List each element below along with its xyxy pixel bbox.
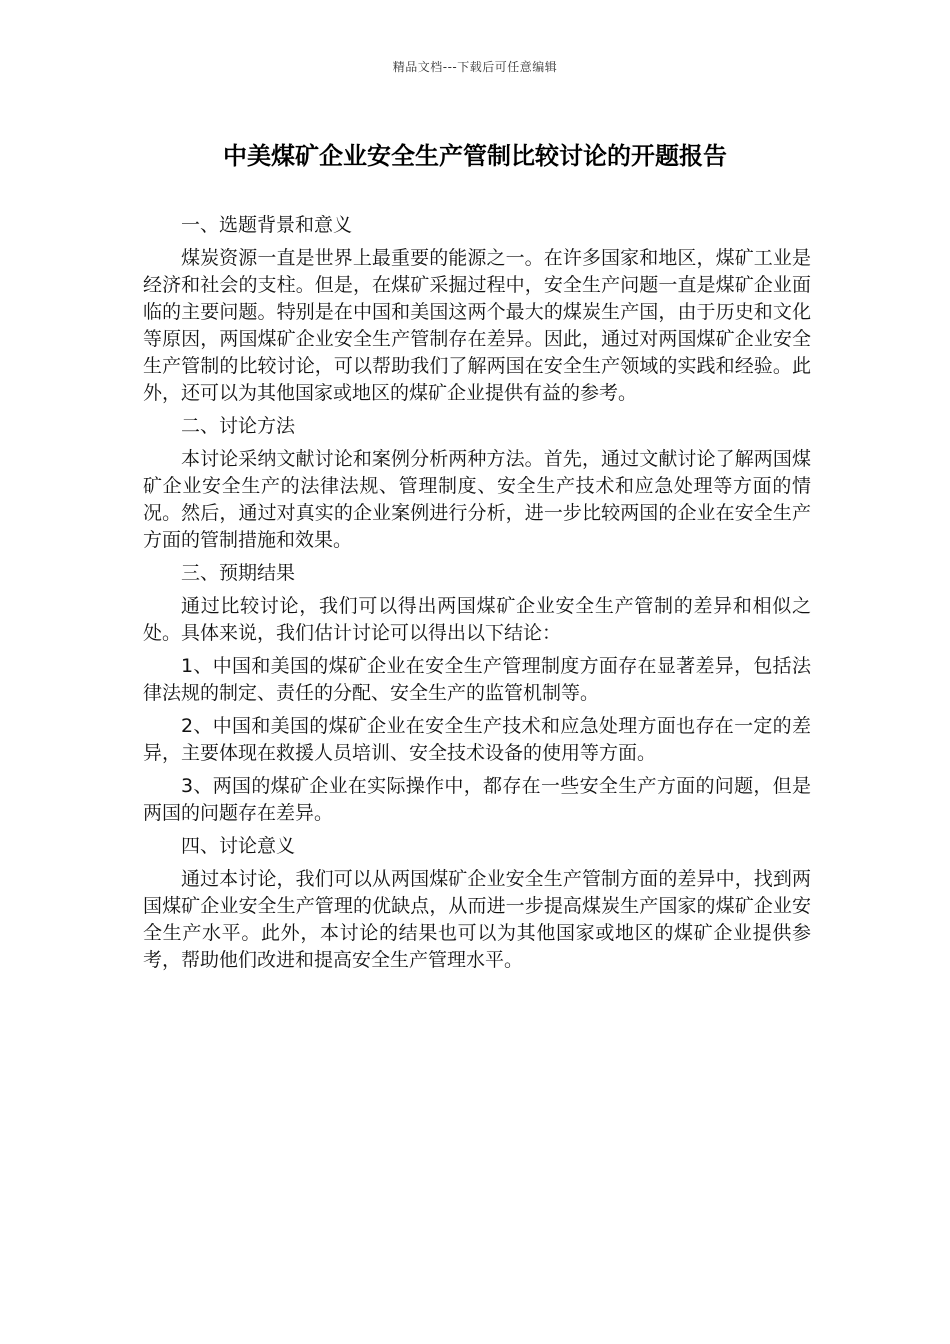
paragraph-expected-intro: 通过比较讨论，我们可以得出两国煤矿企业安全生产管制的差异和相似之处。具体来说，我们估计讨论可以得出以下结论： — [143, 595, 811, 644]
paragraph-method: 本讨论采纳文献讨论和案例分析两种方法。首先，通过文献讨论了解两国煤矿企业安全生产的法律法规、管理制度、安全生产技术和应急处理等方面的情况。然后，通过对真实的企业案例进行分析，进一步比较两国的企业在安全生产方面的管制措施和效果。 — [143, 448, 811, 551]
paragraph-significance: 通过本讨论，我们可以从两国煤矿企业安全生产管制方面的差异中，找到两国煤矿企业安全生产管理的优缺点，从而进一步提高煤炭生产国家的煤矿企业安全生产水平。此外，本讨论的结果也可以为其他国家或地区的煤矿企业提供参考，帮助他们改进和提高安全生产管理水平。 — [143, 868, 811, 971]
document-body — [143, 212, 811, 980]
list-item-conclusion-2: 2、中国和美国的煤矿企业在安全生产技术和应急处理方面也存在一定的差异，主要体现在救援人员培训、安全技术设备的使用等方面。 — [143, 715, 811, 764]
paragraph-background: 煤炭资源一直是世界上最重要的能源之一。在许多国家和地区，煤矿工业是经济和社会的支柱。但是，在煤矿采掘过程中，安全生产问题一直是煤矿企业面临的主要问题。特别是在中国和美国这两个最大的煤炭生产国，由于历史和文化等原因，两国煤矿企业安全生产管制存在差异。因此，通过对两国煤矿企业安全生产管制的比较讨论，可以帮助我们了解两国在安全生产领域的实践和经验。此外，还可以为其他国家或地区的煤矿企业提供有益的参考。 — [143, 247, 811, 404]
section-heading-method: 二、讨论方法 — [181, 415, 296, 437]
document-title: 中美煤矿企业安全生产管制比较讨论的开题报告 — [223, 142, 727, 170]
list-item-conclusion-1: 1、中国和美国的煤矿企业在安全生产管理制度方面存在显著差异，包括法律法规的制定、责任的分配、安全生产的监管机制等。 — [143, 655, 811, 704]
list-item-conclusion-3: 3、两国的煤矿企业在实际操作中，都存在一些安全生产方面的问题，但是两国的问题存在差异。 — [143, 775, 811, 824]
section-heading-background: 一、选题背景和意义 — [181, 214, 353, 236]
section-heading-expected-results: 三、预期结果 — [181, 562, 296, 584]
section-heading-significance: 四、讨论意义 — [181, 835, 296, 857]
header-note: 精品文档---下载后可任意编辑 — [392, 60, 558, 74]
